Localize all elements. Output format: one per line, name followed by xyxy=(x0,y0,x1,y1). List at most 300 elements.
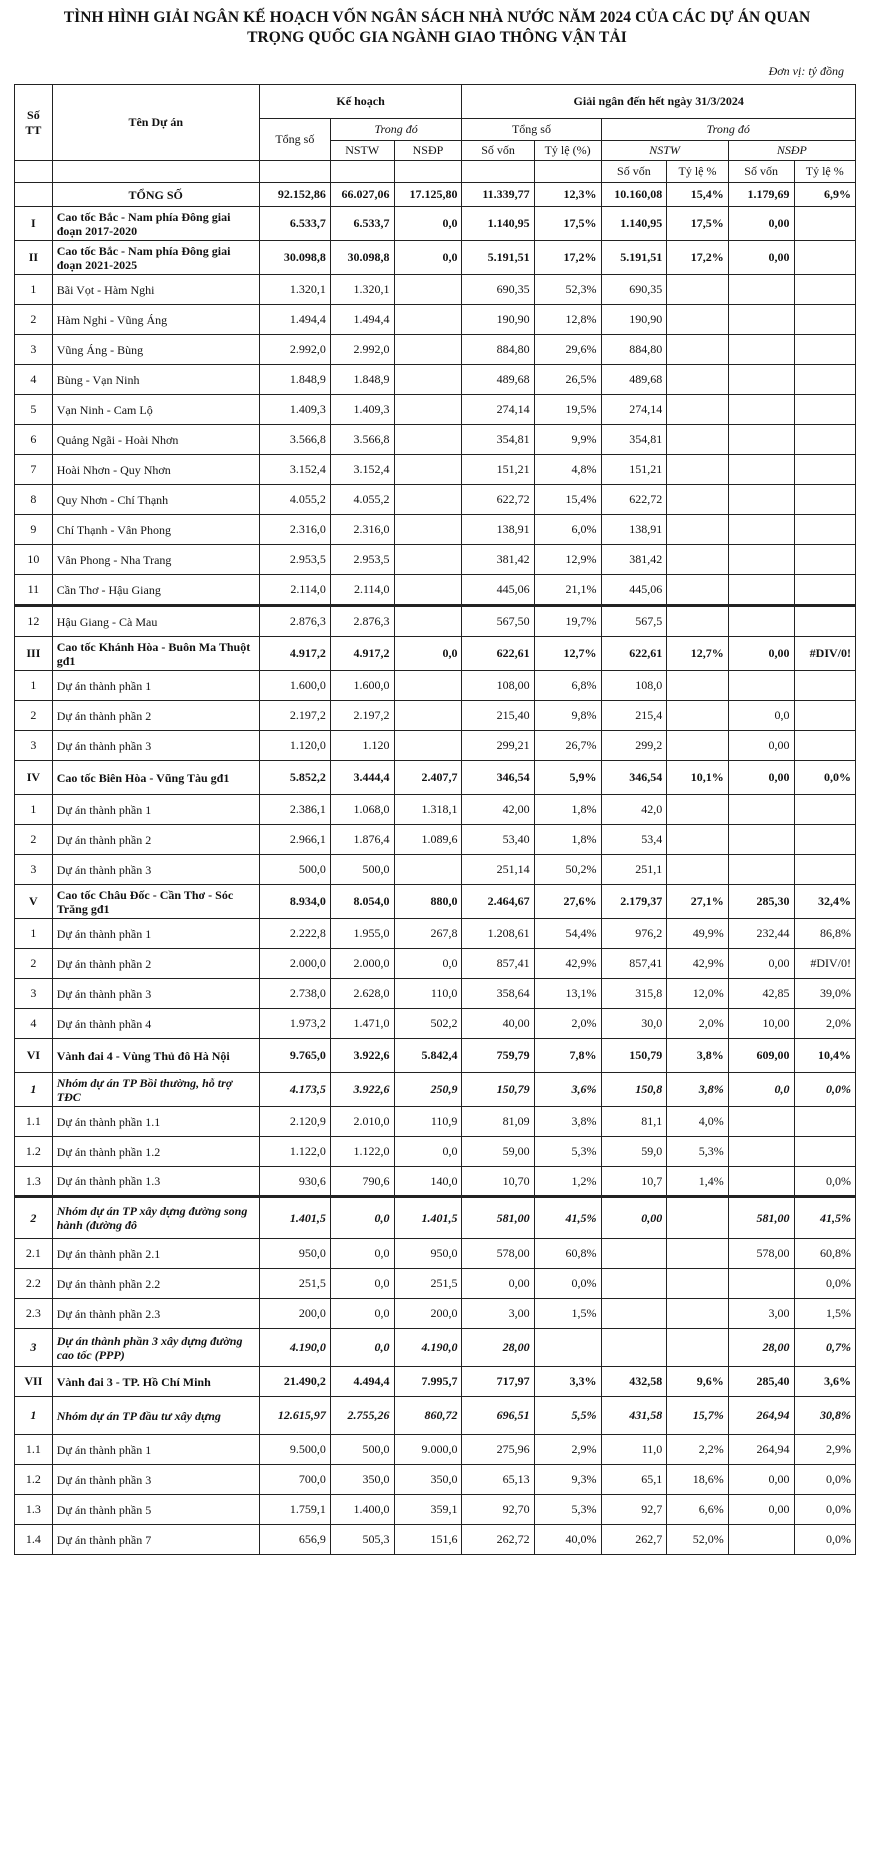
table-row xyxy=(15,919,856,949)
row-value-10: 6,9% xyxy=(794,183,856,207)
row-value-9 xyxy=(728,275,794,305)
row-value-6: 12,9% xyxy=(534,545,601,575)
row-value-10: 86,8% xyxy=(794,919,856,949)
row-value-2: 1.122,0 xyxy=(259,1137,330,1167)
row-value-2: 2.992,0 xyxy=(259,335,330,365)
row-value-8 xyxy=(667,825,728,855)
row-value-6: 19,5% xyxy=(534,395,601,425)
row-stt: I xyxy=(15,207,53,241)
row-value-10: 1,5% xyxy=(794,1299,856,1329)
row-value-7: 315,8 xyxy=(601,979,667,1009)
row-value-4 xyxy=(394,425,462,455)
row-stt: 1 xyxy=(15,795,53,825)
row-value-3: 1.955,0 xyxy=(330,919,394,949)
row-value-5: 2.464,67 xyxy=(462,885,534,919)
row-value-4: 5.842,4 xyxy=(394,1039,462,1073)
row-stt: 1 xyxy=(15,1397,53,1435)
row-value-4: 7.995,7 xyxy=(394,1367,462,1397)
row-value-3: 3.444,4 xyxy=(330,761,394,795)
table-row xyxy=(15,395,856,425)
row-stt: 1.2 xyxy=(15,1137,53,1167)
row-value-4 xyxy=(394,515,462,545)
row-value-6: 9,3% xyxy=(534,1465,601,1495)
row-value-4: 502,2 xyxy=(394,1009,462,1039)
row-value-10: 0,7% xyxy=(794,1329,856,1367)
row-value-3: 505,3 xyxy=(330,1525,394,1555)
row-value-6: 40,0% xyxy=(534,1525,601,1555)
row-value-6: 5,5% xyxy=(534,1397,601,1435)
row-value-2: 930,6 xyxy=(259,1167,330,1197)
row-value-8 xyxy=(667,485,728,515)
row-value-6: 54,4% xyxy=(534,919,601,949)
row-project-name: TỔNG SỐ xyxy=(52,183,259,207)
row-value-3: 4.917,2 xyxy=(330,637,394,671)
row-value-5: 81,09 xyxy=(462,1107,534,1137)
row-stt: 12 xyxy=(15,606,53,637)
table-row xyxy=(15,1525,856,1555)
row-value-5: 151,21 xyxy=(462,455,534,485)
row-project-name: Dự án thành phần 5 xyxy=(52,1495,259,1525)
row-value-7: 53,4 xyxy=(601,825,667,855)
row-value-8: 3,8% xyxy=(667,1039,728,1073)
table-row xyxy=(15,671,856,701)
row-value-6: 21,1% xyxy=(534,575,601,606)
row-value-5: 251,14 xyxy=(462,855,534,885)
row-value-4: 950,0 xyxy=(394,1239,462,1269)
row-value-2: 2.966,1 xyxy=(259,825,330,855)
row-project-name: Dự án thành phần 2 xyxy=(52,825,259,855)
row-value-9: 285,30 xyxy=(728,885,794,919)
row-value-3: 2.114,0 xyxy=(330,575,394,606)
row-value-6: 0,0% xyxy=(534,1269,601,1299)
row-stt: 4 xyxy=(15,1009,53,1039)
row-value-9: 581,00 xyxy=(728,1197,794,1239)
total-row xyxy=(15,183,856,207)
row-value-4 xyxy=(394,335,462,365)
row-value-10 xyxy=(794,485,856,515)
table-row xyxy=(15,1167,856,1197)
row-value-8: 15,4% xyxy=(667,183,728,207)
row-stt: IV xyxy=(15,761,53,795)
row-value-5: 1.140,95 xyxy=(462,207,534,241)
row-value-3: 0,0 xyxy=(330,1197,394,1239)
row-value-4: 200,0 xyxy=(394,1299,462,1329)
row-value-3: 1.400,0 xyxy=(330,1495,394,1525)
row-value-9: 578,00 xyxy=(728,1239,794,1269)
row-stt: 3 xyxy=(15,855,53,885)
row-project-name: Bùng - Vạn Ninh xyxy=(52,365,259,395)
row-value-4 xyxy=(394,606,462,637)
row-value-4 xyxy=(394,275,462,305)
row-value-8: 6,6% xyxy=(667,1495,728,1525)
row-value-2: 12.615,97 xyxy=(259,1397,330,1435)
header-disbursement: Giải ngân đến hết ngày 31/3/2024 xyxy=(462,85,856,119)
row-value-3: 66.027,06 xyxy=(330,183,394,207)
row-project-name: Dự án thành phần 1.3 xyxy=(52,1167,259,1197)
row-value-10 xyxy=(794,305,856,335)
row-value-10: 30,8% xyxy=(794,1397,856,1435)
row-stt: 10 xyxy=(15,545,53,575)
row-value-3: 4.055,2 xyxy=(330,485,394,515)
row-stt: 2.3 xyxy=(15,1299,53,1329)
row-value-9 xyxy=(728,305,794,335)
header-disb-amount: Số vốn xyxy=(462,141,534,161)
row-value-6: 5,9% xyxy=(534,761,601,795)
row-value-2: 2.120,9 xyxy=(259,1107,330,1137)
row-value-10: 32,4% xyxy=(794,885,856,919)
row-value-7 xyxy=(601,1329,667,1367)
row-value-4 xyxy=(394,455,462,485)
row-value-6: 5,3% xyxy=(534,1137,601,1167)
row-value-7 xyxy=(601,1269,667,1299)
row-value-9: 0,00 xyxy=(728,731,794,761)
row-value-6: 2,0% xyxy=(534,1009,601,1039)
row-project-name: Nhóm dự án TP đầu tư xây dựng xyxy=(52,1397,259,1435)
row-value-10: 0,0% xyxy=(794,1465,856,1495)
row-value-8: 1,4% xyxy=(667,1167,728,1197)
row-value-5: 11.339,77 xyxy=(462,183,534,207)
row-value-8: 3,8% xyxy=(667,1073,728,1107)
row-value-9: 28,00 xyxy=(728,1329,794,1367)
row-value-9 xyxy=(728,1269,794,1299)
table-body xyxy=(15,183,856,1555)
row-value-9: 609,00 xyxy=(728,1039,794,1073)
row-value-3: 2.197,2 xyxy=(330,701,394,731)
row-value-9 xyxy=(728,335,794,365)
row-value-10: 3,6% xyxy=(794,1367,856,1397)
row-value-9 xyxy=(728,455,794,485)
row-value-3: 1.600,0 xyxy=(330,671,394,701)
row-value-5: 3,00 xyxy=(462,1299,534,1329)
row-stt: 2 xyxy=(15,305,53,335)
row-value-5: 717,97 xyxy=(462,1367,534,1397)
row-stt: 1.2 xyxy=(15,1465,53,1495)
row-value-10: 39,0% xyxy=(794,979,856,1009)
row-value-4: 0,0 xyxy=(394,637,462,671)
row-stt: 6 xyxy=(15,425,53,455)
row-value-4: 0,0 xyxy=(394,949,462,979)
row-project-name: Cao tốc Biên Hòa - Vũng Tàu gđ1 xyxy=(52,761,259,795)
row-value-8 xyxy=(667,606,728,637)
row-stt: 1 xyxy=(15,671,53,701)
row-value-3: 1.409,3 xyxy=(330,395,394,425)
row-project-name: Quy Nhơn - Chí Thạnh xyxy=(52,485,259,515)
row-value-7: 108,0 xyxy=(601,671,667,701)
row-project-name: Hậu Giang - Cà Mau xyxy=(52,606,259,637)
row-project-name: Hàm Nghi - Vũng Áng xyxy=(52,305,259,335)
row-value-10: 0,0% xyxy=(794,1495,856,1525)
row-value-5: 696,51 xyxy=(462,1397,534,1435)
row-value-3: 0,0 xyxy=(330,1329,394,1367)
row-stt: 2.1 xyxy=(15,1239,53,1269)
table-row xyxy=(15,1137,856,1167)
row-stt: II xyxy=(15,241,53,275)
row-value-2: 3.152,4 xyxy=(259,455,330,485)
table-row xyxy=(15,1397,856,1435)
row-value-5: 346,54 xyxy=(462,761,534,795)
row-value-7: 92,7 xyxy=(601,1495,667,1525)
row-value-2: 9.500,0 xyxy=(259,1435,330,1465)
row-value-3: 1.120 xyxy=(330,731,394,761)
row-stt: 1.3 xyxy=(15,1495,53,1525)
row-value-2: 1.973,2 xyxy=(259,1009,330,1039)
row-value-7: 622,72 xyxy=(601,485,667,515)
row-value-5: 489,68 xyxy=(462,365,534,395)
row-value-4: 0,0 xyxy=(394,241,462,275)
row-value-2: 4.917,2 xyxy=(259,637,330,671)
row-value-7: 59,0 xyxy=(601,1137,667,1167)
row-stt: III xyxy=(15,637,53,671)
row-value-4 xyxy=(394,545,462,575)
header-plan: Kế hoạch xyxy=(259,85,462,119)
header-disb-nstw: NSTW xyxy=(601,141,728,161)
row-stt: 4 xyxy=(15,365,53,395)
row-project-name: Vành đai 4 - Vùng Thủ đô Hà Nội xyxy=(52,1039,259,1073)
row-value-3: 2.000,0 xyxy=(330,949,394,979)
row-value-10 xyxy=(794,275,856,305)
row-value-10: 60,8% xyxy=(794,1239,856,1269)
row-value-4: 2.407,7 xyxy=(394,761,462,795)
row-value-4 xyxy=(394,671,462,701)
row-value-7: 30,0 xyxy=(601,1009,667,1039)
row-value-7: 976,2 xyxy=(601,919,667,949)
row-value-6: 7,8% xyxy=(534,1039,601,1073)
row-project-name: Dự án thành phần 2.2 xyxy=(52,1269,259,1299)
row-value-4 xyxy=(394,855,462,885)
row-value-10 xyxy=(794,241,856,275)
table-row xyxy=(15,701,856,731)
table-row xyxy=(15,885,856,919)
table-row xyxy=(15,1299,856,1329)
row-value-3: 500,0 xyxy=(330,855,394,885)
row-value-10: 0,0% xyxy=(794,1525,856,1555)
row-value-8 xyxy=(667,1329,728,1367)
row-value-8 xyxy=(667,455,728,485)
row-value-10 xyxy=(794,425,856,455)
row-project-name: Dự án thành phần 1 xyxy=(52,671,259,701)
row-value-10 xyxy=(794,1137,856,1167)
row-value-6: 9,8% xyxy=(534,701,601,731)
row-value-2: 4.055,2 xyxy=(259,485,330,515)
row-value-7: 151,21 xyxy=(601,455,667,485)
row-value-5: 275,96 xyxy=(462,1435,534,1465)
row-project-name: Dự án thành phần 1 xyxy=(52,1435,259,1465)
row-value-8 xyxy=(667,1197,728,1239)
row-value-7: 274,14 xyxy=(601,395,667,425)
row-value-4: 350,0 xyxy=(394,1465,462,1495)
row-project-name: Dự án thành phần 2 xyxy=(52,949,259,979)
row-project-name: Vạn Ninh - Cam Lộ xyxy=(52,395,259,425)
row-stt: 1 xyxy=(15,275,53,305)
row-stt: 1 xyxy=(15,1073,53,1107)
row-value-5: 581,00 xyxy=(462,1197,534,1239)
row-value-3: 2.316,0 xyxy=(330,515,394,545)
row-project-name: Vũng Áng - Bùng xyxy=(52,335,259,365)
row-value-2: 500,0 xyxy=(259,855,330,885)
row-value-8 xyxy=(667,731,728,761)
row-value-5: 274,14 xyxy=(462,395,534,425)
row-value-6: 15,4% xyxy=(534,485,601,515)
row-value-10 xyxy=(794,207,856,241)
row-value-2: 2.000,0 xyxy=(259,949,330,979)
row-value-10 xyxy=(794,455,856,485)
table-row xyxy=(15,425,856,455)
row-project-name: Chí Thạnh - Vân Phong xyxy=(52,515,259,545)
row-value-5: 884,80 xyxy=(462,335,534,365)
row-value-8: 12,7% xyxy=(667,637,728,671)
row-project-name: Cần Thơ - Hậu Giang xyxy=(52,575,259,606)
table-row xyxy=(15,455,856,485)
row-value-10 xyxy=(794,1107,856,1137)
header-stt: Số TT xyxy=(15,85,53,161)
row-value-5: 10,70 xyxy=(462,1167,534,1197)
row-value-6: 4,8% xyxy=(534,455,601,485)
row-value-10 xyxy=(794,671,856,701)
row-value-9: 42,85 xyxy=(728,979,794,1009)
row-value-5: 759,79 xyxy=(462,1039,534,1073)
row-project-name: Nhóm dự án TP Bồi thường, hỗ trợ TĐC xyxy=(52,1073,259,1107)
row-project-name: Dự án thành phần 3 xyxy=(52,979,259,1009)
row-value-2: 950,0 xyxy=(259,1239,330,1269)
row-value-3: 3.152,4 xyxy=(330,455,394,485)
row-value-6: 6,8% xyxy=(534,671,601,701)
row-value-7: 622,61 xyxy=(601,637,667,671)
row-value-5: 262,72 xyxy=(462,1525,534,1555)
row-value-8 xyxy=(667,335,728,365)
row-value-4: 250,9 xyxy=(394,1073,462,1107)
row-value-4: 9.000,0 xyxy=(394,1435,462,1465)
row-stt: 5 xyxy=(15,395,53,425)
row-value-9 xyxy=(728,575,794,606)
row-value-10: 0,0% xyxy=(794,1073,856,1107)
row-value-2: 3.566,8 xyxy=(259,425,330,455)
row-value-5: 578,00 xyxy=(462,1239,534,1269)
row-value-3: 1.068,0 xyxy=(330,795,394,825)
header-plan-nsdp: NSĐP xyxy=(394,141,462,161)
row-value-9 xyxy=(728,1525,794,1555)
row-value-4: 151,6 xyxy=(394,1525,462,1555)
row-value-10: 0,0% xyxy=(794,761,856,795)
table-row xyxy=(15,1073,856,1107)
row-value-6: 17,2% xyxy=(534,241,601,275)
row-stt: 2 xyxy=(15,825,53,855)
row-value-2: 2.953,5 xyxy=(259,545,330,575)
row-value-10 xyxy=(794,795,856,825)
row-value-10 xyxy=(794,335,856,365)
row-value-2: 2.222,8 xyxy=(259,919,330,949)
row-value-10: 41,5% xyxy=(794,1197,856,1239)
row-project-name: Dự án thành phần 3 xyxy=(52,1465,259,1495)
row-value-4: 0,0 xyxy=(394,207,462,241)
row-stt: 2 xyxy=(15,949,53,979)
header-nstw-rate: Tỷ lệ % xyxy=(667,161,728,183)
row-value-10: 2,0% xyxy=(794,1009,856,1039)
row-value-2: 21.490,2 xyxy=(259,1367,330,1397)
row-project-name: Cao tốc Bắc - Nam phía Đông giai đoạn 2017-2020 xyxy=(52,207,259,241)
row-stt: 9 xyxy=(15,515,53,545)
row-value-10: 2,9% xyxy=(794,1435,856,1465)
header-disb-in-which: Trong đó xyxy=(601,119,855,141)
row-value-9: 1.179,69 xyxy=(728,183,794,207)
row-stt: 1.1 xyxy=(15,1107,53,1137)
row-value-4: 1.318,1 xyxy=(394,795,462,825)
row-value-8 xyxy=(667,701,728,731)
row-value-2: 4.173,5 xyxy=(259,1073,330,1107)
header-nsdp-amount: Số vốn xyxy=(728,161,794,183)
header-nsdp-rate: Tỷ lệ % xyxy=(794,161,856,183)
table-header xyxy=(15,85,856,183)
row-value-6: 9,9% xyxy=(534,425,601,455)
row-stt: V xyxy=(15,885,53,919)
row-value-10 xyxy=(794,701,856,731)
row-project-name: Quảng Ngãi - Hoài Nhơn xyxy=(52,425,259,455)
row-value-7 xyxy=(601,1299,667,1329)
row-stt: 1 xyxy=(15,919,53,949)
row-value-10 xyxy=(794,731,856,761)
row-stt: 3 xyxy=(15,731,53,761)
row-value-8: 42,9% xyxy=(667,949,728,979)
row-value-7: 10.160,08 xyxy=(601,183,667,207)
header-plan-nstw: NSTW xyxy=(330,141,394,161)
row-value-6 xyxy=(534,1329,601,1367)
row-value-8: 2,0% xyxy=(667,1009,728,1039)
row-value-3: 790,6 xyxy=(330,1167,394,1197)
row-value-6: 42,9% xyxy=(534,949,601,979)
row-value-10: #DIV/0! xyxy=(794,949,856,979)
row-value-9 xyxy=(728,1137,794,1167)
row-project-name: Dự án thành phần 1.1 xyxy=(52,1107,259,1137)
row-value-7: 489,68 xyxy=(601,365,667,395)
row-value-6: 19,7% xyxy=(534,606,601,637)
row-value-3: 1.320,1 xyxy=(330,275,394,305)
row-value-8 xyxy=(667,365,728,395)
row-value-5: 567,50 xyxy=(462,606,534,637)
table-row xyxy=(15,335,856,365)
row-value-4: 1.401,5 xyxy=(394,1197,462,1239)
row-value-3: 0,0 xyxy=(330,1239,394,1269)
row-stt: 1.1 xyxy=(15,1435,53,1465)
row-value-10 xyxy=(794,575,856,606)
row-value-7: 1.140,95 xyxy=(601,207,667,241)
row-value-6: 41,5% xyxy=(534,1197,601,1239)
row-value-2: 30.098,8 xyxy=(259,241,330,275)
row-value-5: 622,72 xyxy=(462,485,534,515)
row-value-8: 10,1% xyxy=(667,761,728,795)
table-row xyxy=(15,606,856,637)
row-value-9 xyxy=(728,1107,794,1137)
row-project-name: Nhóm dự án TP xây dựng đường song hành (đường đô xyxy=(52,1197,259,1239)
row-value-2: 700,0 xyxy=(259,1465,330,1495)
row-value-5: 53,40 xyxy=(462,825,534,855)
row-value-3: 0,0 xyxy=(330,1299,394,1329)
table-row xyxy=(15,1269,856,1299)
row-value-8 xyxy=(667,575,728,606)
row-value-2: 8.934,0 xyxy=(259,885,330,919)
row-value-9: 0,00 xyxy=(728,1465,794,1495)
row-value-8 xyxy=(667,515,728,545)
row-value-9 xyxy=(728,825,794,855)
row-value-8: 17,5% xyxy=(667,207,728,241)
row-value-9 xyxy=(728,1167,794,1197)
row-value-4: 110,9 xyxy=(394,1107,462,1137)
row-stt: 3 xyxy=(15,335,53,365)
row-value-7: 215,4 xyxy=(601,701,667,731)
row-value-3: 30.098,8 xyxy=(330,241,394,275)
document-title xyxy=(0,0,874,48)
row-value-3: 350,0 xyxy=(330,1465,394,1495)
row-value-9: 0,00 xyxy=(728,1495,794,1525)
row-value-6: 12,3% xyxy=(534,183,601,207)
